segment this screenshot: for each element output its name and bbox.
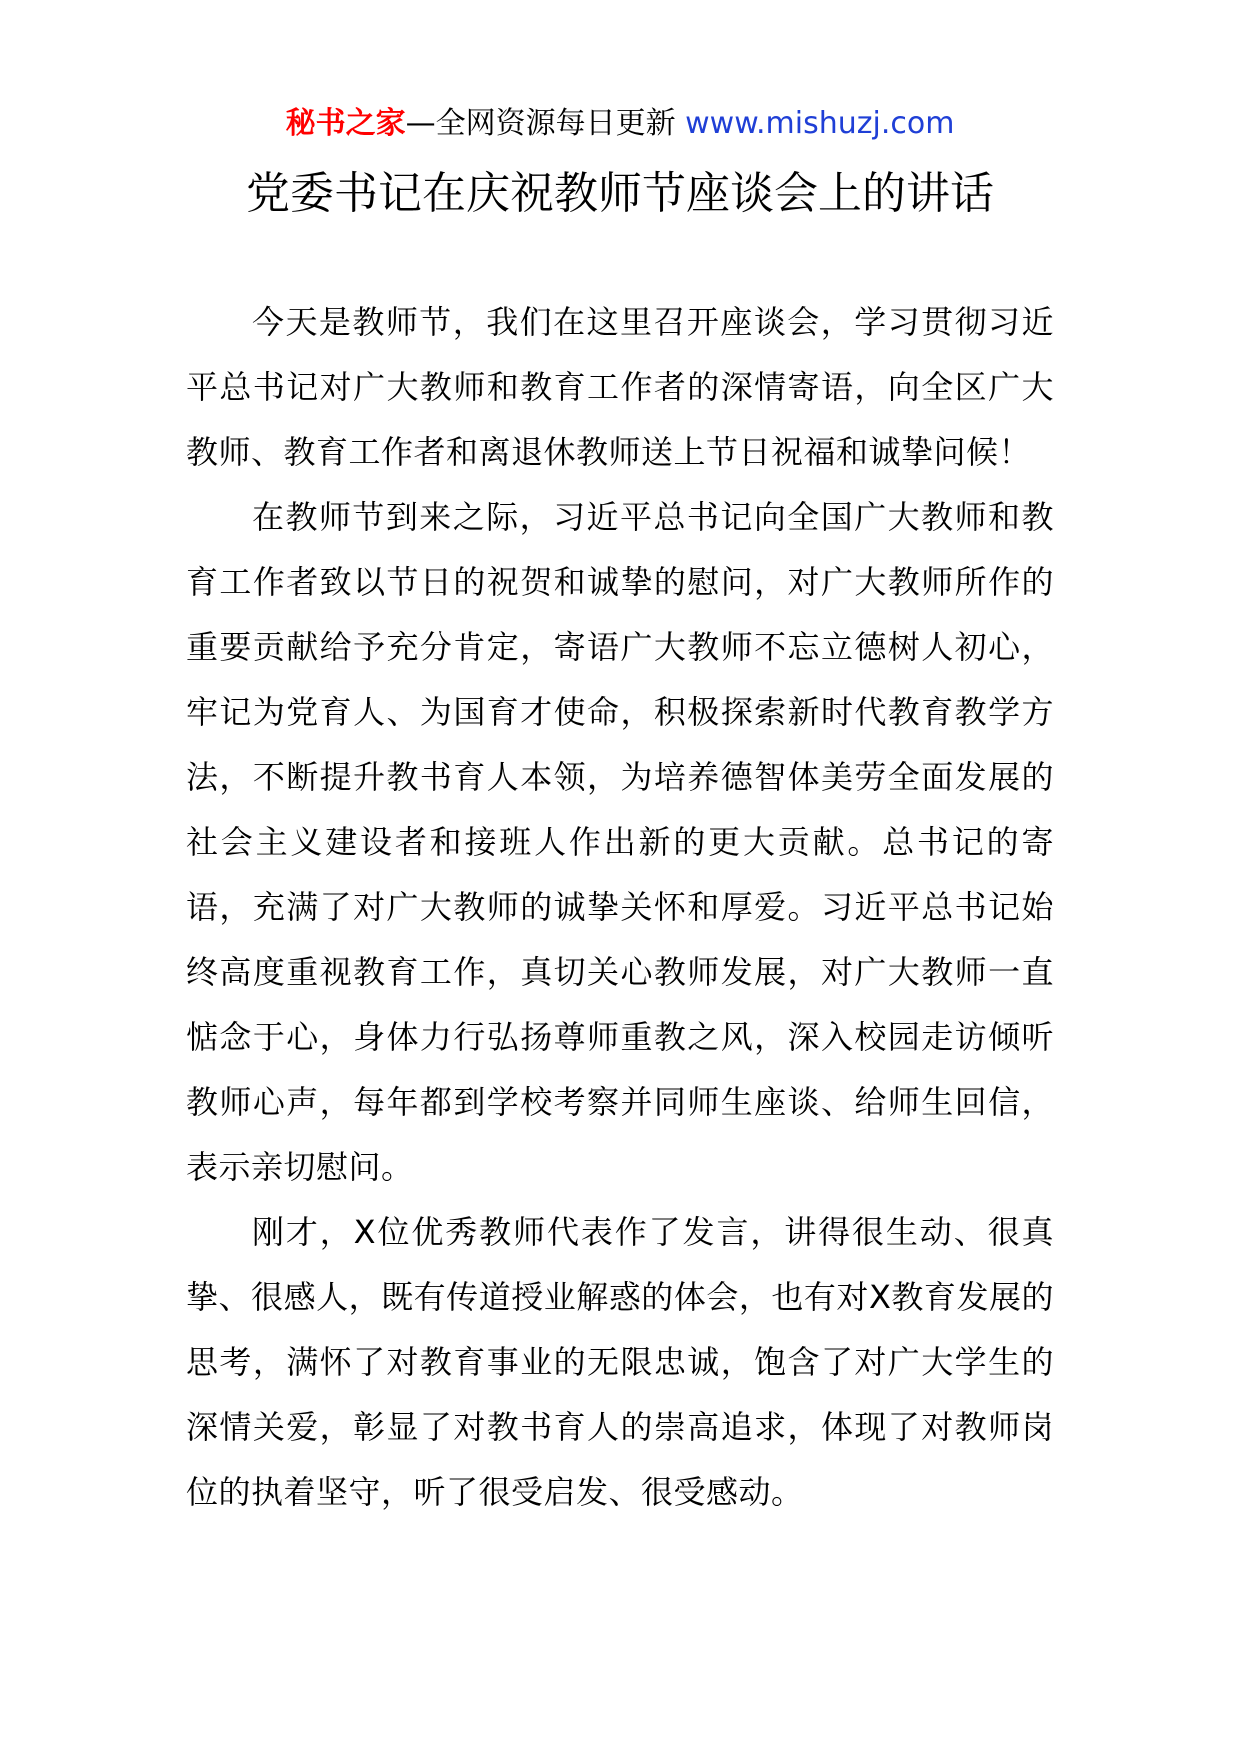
site-brand: 秘书之家 [285, 106, 406, 141]
document-body [186, 290, 1054, 1525]
site-url-link[interactable]: www.mishuzj.com [685, 106, 955, 141]
body-paragraph-1: 今天是教师节，我们在这里召开座谈会，学习贯彻习近平总书记对广大教师和教育工作者的深情寄语，向全区广大教师、教育工作者和离退休教师送上节日祝福和诚挚问候！ [186, 303, 1054, 471]
site-slogan: —全网资源每日更新 [405, 106, 686, 141]
site-header [0, 104, 1240, 144]
body-paragraph-2: 在教师节到来之际，习近平总书记向全国广大教师和教育工作者致以节日的祝贺和诚挚的慰问，对广大教师所作的重要贡献给予充分肯定，寄语广大教师不忘立德树人初心，牢记为党育人、为国育才使命，积极探索新时代教育教学方法，不断提升教书育人本领，为培养德智体美劳全面发展的社会主义建设者和接班人作出新的更大贡献。总书记的寄语，充满了对广大教师的诚挚关怀和厚爱。习近平总书记始终高度重视教育工作，真切关心教师发展，对广大教师一直惦念于心，身体力行弘扬尊师重教之风，深入校园走访倾听教师心声，每年都到学校考察并同师生座谈、给师生回信，表示亲切慰问。 [186, 498, 1054, 1186]
body-paragraph-3: 刚才，X位优秀教师代表作了发言，讲得很生动、很真挚、很感人，既有传道授业解惑的体会，也有对X教育发展的思考，满怀了对教育事业的无限忠诚，饱含了对广大学生的深情关爱，彰显了对教书育人的崇高追求，体现了对教师岗位的执着坚守，听了很受启发、很受感动。 [186, 1213, 1054, 1511]
document-title: 党委书记在庆祝教师节座谈会上的讲话 [246, 168, 994, 219]
